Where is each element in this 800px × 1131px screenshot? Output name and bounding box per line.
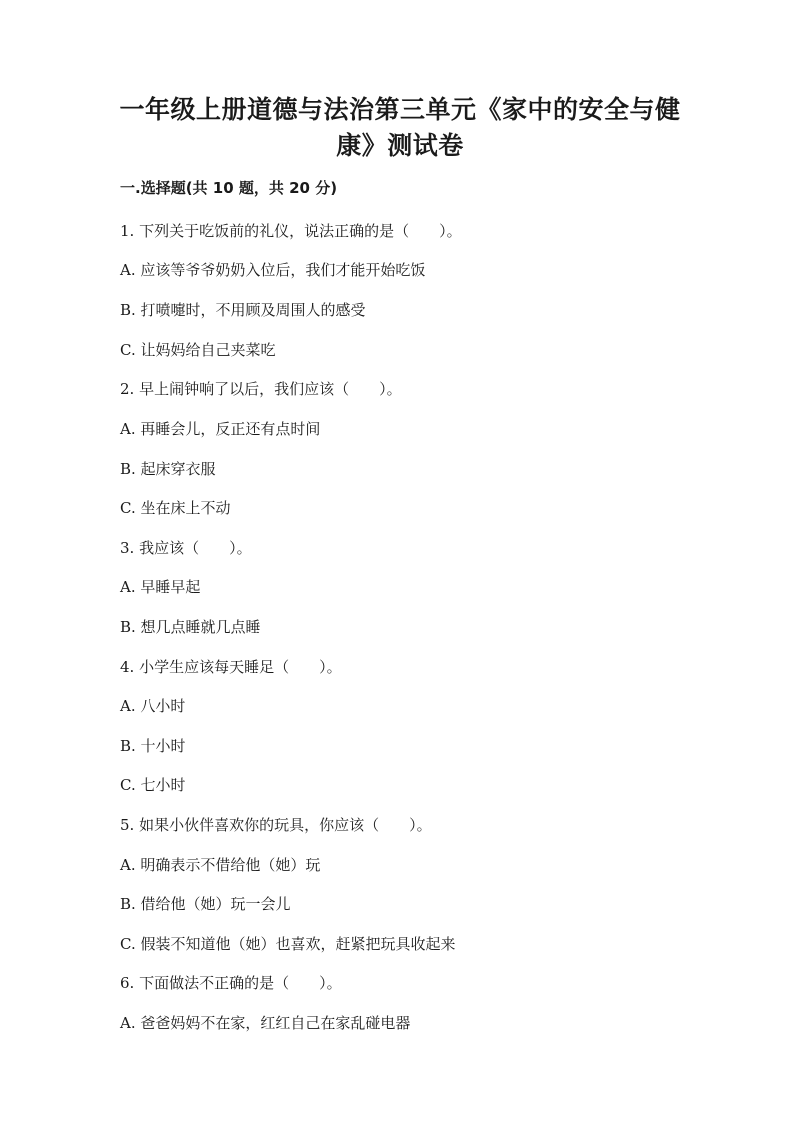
question-3-option-a: A. 早睡早起 <box>120 578 201 596</box>
question-5-option-b: B. 借给他（她）玩一会儿 <box>120 895 291 913</box>
section-heading: 一.选择题(共 10 题，共 20 分) <box>120 179 338 197</box>
question-5-option-c: C. 假装不知道他（她）也喜欢，赶紧把玩具收起来 <box>120 935 456 953</box>
question-4-option-c: C. 七小时 <box>120 776 186 794</box>
question-1-option-b: B. 打喷嚏时，不用顾及周围人的感受 <box>120 301 366 319</box>
question-5-option-a: A. 明确表示不借给他（她）玩 <box>120 856 321 874</box>
question-4-option-b: B. 十小时 <box>120 737 186 755</box>
question-5: 5. 如果小伙伴喜欢你的玩具，你应该（ ）。 <box>120 816 432 834</box>
question-1-option-c: C. 让妈妈给自己夹菜吃 <box>120 341 276 359</box>
question-2-option-c: C. 坐在床上不动 <box>120 499 231 517</box>
question-1-option-a: A. 应该等爷爷奶奶入位后，我们才能开始吃饭 <box>120 261 426 279</box>
question-2-option-b: B. 起床穿衣服 <box>120 460 216 478</box>
question-3: 3. 我应该（ ）。 <box>120 539 252 557</box>
question-4: 4. 小学生应该每天睡足（ ）。 <box>120 658 342 676</box>
question-6: 6. 下面做法不正确的是（ ）。 <box>120 974 342 992</box>
page-title: 一年级上册道德与法治第三单元《家中的安全与健康》测试卷 <box>119 95 681 160</box>
question-3-option-b: B. 想几点睡就几点睡 <box>120 618 261 636</box>
question-2-option-a: A. 再睡会儿，反正还有点时间 <box>120 420 321 438</box>
question-6-option-a: A. 爸爸妈妈不在家，红红自己在家乱碰电器 <box>120 1014 411 1032</box>
question-4-option-a: A. 八小时 <box>120 697 186 715</box>
question-2: 2. 早上闹钟响了以后，我们应该（ ）。 <box>120 380 402 398</box>
question-1: 1. 下列关于吃饭前的礼仪，说法正确的是（ ）。 <box>120 222 462 240</box>
